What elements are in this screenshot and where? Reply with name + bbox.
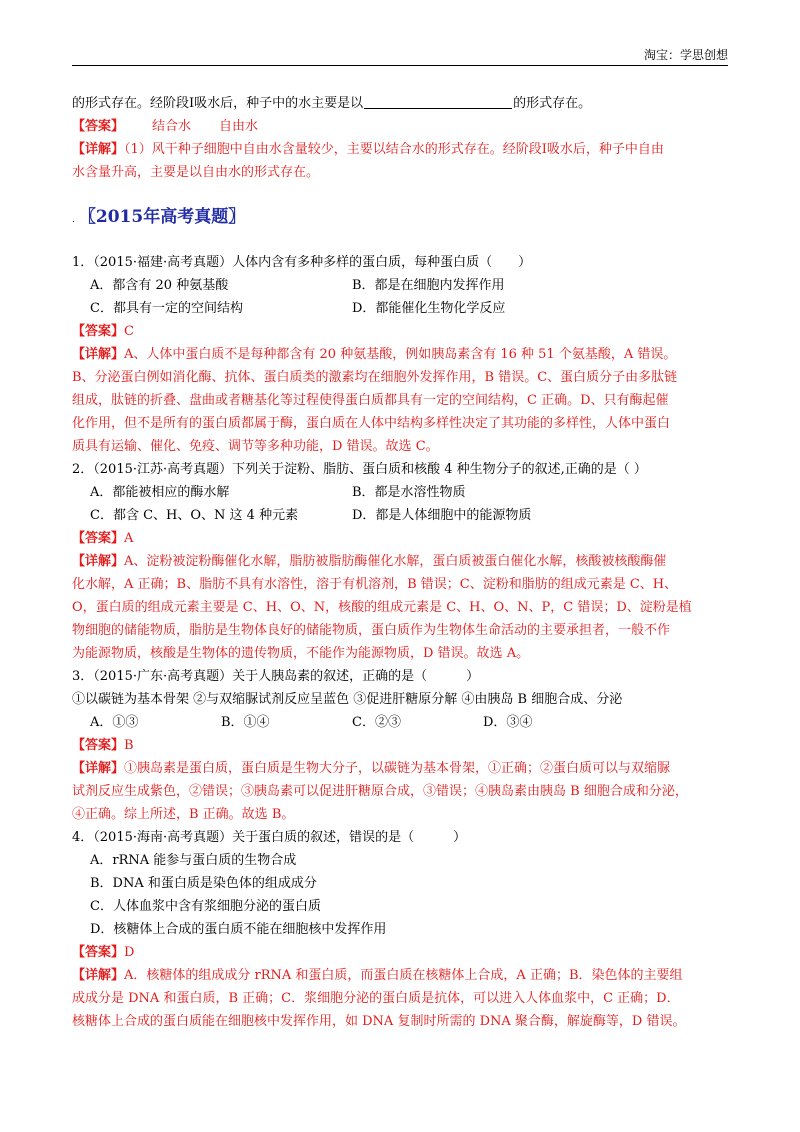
option: A．①③ [90,715,139,730]
option-row [72,711,732,734]
answer-line [72,320,732,343]
section-marker: . [72,215,75,225]
option: D．③④ [483,715,533,730]
option: B．都是水溶性物质 [352,485,466,500]
detail-label: 【详解】 [72,347,125,362]
detail-line: 组成，肽链的折叠、盘曲或者糖基化等过程使得蛋白质都具有一定的空间结构，C 正确。D、只有酶起催 [72,393,669,408]
option-row [72,481,732,504]
detail-text: A．核糖体的组成成分 rRNA 和蛋白质，而蛋白质在核糖体上合成，A 正确；B．染色体的主要组 [124,968,683,983]
fill-blank [364,94,512,109]
answer-value: A [124,531,134,546]
option: B．都是在细胞内发挥作用 [352,278,505,293]
question-stem: 2．（2015·江苏·高考真题）下列关于淀粉、脂肪、蛋白质和核酸 4 种生物分子的叙述,正确的是（ ） [72,462,647,477]
intro-line [72,92,732,115]
detail-label: 【详解】 [72,554,125,569]
option: C．都含 C、H、O、N 这 4 种元素 [90,508,299,523]
intro-text-pre: 的形式存在。经阶段Ⅰ吸水后，种子中的水主要是以 [72,96,364,111]
question-statements: ①以碳链为基本骨架 ②与双缩脲试剂反应呈蓝色 ③促进肝糖原分解 ④由胰岛 B 细胞合成、分泌 [72,692,623,707]
detail-line [72,964,732,987]
answer-value: D [124,945,135,960]
detail-text: A、人体中蛋白质不是每种都含有 20 种氨基酸，例如胰岛素含有 16 种 51 个氨基酸，A 错误。 [124,347,677,362]
answer-label: 【答案】 [72,531,125,546]
answer-label: 【答案】 [72,324,125,339]
option-row [72,297,732,320]
detail-line [72,343,732,366]
option: B．①④ [221,715,270,730]
question-stem: 1．（2015·福建·高考真题）人体内含有多种多样的蛋白质，每种蛋白质（ ） [72,255,532,270]
detail-line [72,757,732,780]
option: C．②③ [352,715,401,730]
detail-line [72,550,732,573]
answer-line [72,941,732,964]
option-row [72,504,732,527]
detail-line: ④正确。综上所述，B 正确。故选 B。 [72,807,295,822]
detail-line: 成成分是 DNA 和蛋白质，B 正确；C．浆细胞分泌的蛋白质是抗体，可以进入人体血浆中，C 正确；D． [72,991,680,1006]
detail-label: 【详解】 [72,142,125,157]
option: B．DNA 和蛋白质是染色体的组成成分 [90,876,317,891]
answer-label: 【答案】 [72,738,125,753]
detail-text: ①胰岛素是蛋白质，蛋白质是生物大分子，以碳链为基本骨架，①正确；②蛋白质可以与双缩脲 [124,761,671,776]
header-divider [72,65,728,66]
detail-line: B、分泌蛋白例如消化酶、抗体、蛋白质类的激素均在细胞外发挥作用，B 错误。C、蛋白质分子由多肽链 [72,370,678,385]
section-title [72,204,732,233]
answer-value: B [124,738,134,753]
option-row [72,274,732,297]
intro-detail-line: 水含量升高，主要是以自由水的形式存在。 [72,165,320,180]
answer-value: 自由水 [219,119,259,134]
option: D．都是人体细胞中的能源物质 [352,508,532,523]
answer-value: 结合水 [152,119,192,134]
option: C．人体血浆中含有浆细胞分泌的蛋白质 [90,899,321,914]
detail-line: 化作用，但不是所有的蛋白质都属于酶，蛋白质在人体中结构多样性决定了其功能的多样性，人体中蛋白 [72,416,671,431]
intro-text-post: 的形式存在。 [513,96,592,111]
answer-line [72,527,732,550]
detail-line: 核糖体上合成的蛋白质能在细胞核中发挥作用，如 DNA 复制时所需的 DNA 聚合酶，解旋酶等，D 错误。 [72,1014,686,1029]
detail-line: O，蛋白质的组成元素主要是 C、H、O、N，核酸的组成元素是 C、H、O、N、P，C 错误；D、淀粉是植 [72,600,692,615]
detail-line: 质具有运输、催化、免疫、调节等多种功能，D 错误。故选 C。 [72,439,439,454]
detail-label: 【详解】 [72,761,125,776]
option: C．都具有一定的空间结构 [90,301,243,316]
question-stem: 4．（2015·海南·高考真题）关于蛋白质的叙述，错误的是（ ） [72,830,467,845]
answer-value: C [124,324,134,339]
option: A．都能被相应的酶水解 [90,485,230,500]
option: D．都能催化生物化学反应 [352,301,506,316]
option: D．核糖体上合成的蛋白质不能在细胞核中发挥作用 [90,922,387,937]
answer-label: 【答案】 [72,945,125,960]
detail-line: 试剂反应生成紫色，②错误；③胰岛素可以促进肝糖原合成，③错误；④胰岛素由胰岛 B 细胞合成和分泌， [72,784,688,799]
detail-line: 物细胞的储能物质，脂肪是生物体良好的储能物质，蛋白质作为生物体生命活动的主要承担者，一般不作 [72,623,671,638]
intro-detail-line [72,138,732,161]
answer-label: 【答案】 [72,119,125,134]
document-body [72,92,732,1033]
detail-text: （1）风干种子细胞中自由水含量较少，主要以结合水的形式存在。经阶段Ⅰ吸水后，种子中自由 [124,142,664,157]
section-title-text: 〖2015年高考真题〗 [78,207,246,227]
detail-line: 化水解，A 正确；B、脂肪不具有水溶性，溶于有机溶剂，B 错误；C、淀粉和脂肪的组成元素是 C、H、 [72,577,678,592]
detail-text: A、淀粉被淀粉酶催化水解，脂肪被脂肪酶催化水解，蛋白质被蛋白催化水解，核酸被核酸酶催 [124,554,667,569]
question-stem: 3．（2015·广东·高考真题）关于人胰岛素的叙述，正确的是（ ） [72,669,480,684]
detail-label: 【详解】 [72,968,125,983]
answer-line [72,734,732,757]
option: A．都含有 20 种氨基酸 [90,278,229,293]
detail-line: 为能源物质，核酸是生物体的遗传物质，不能作为能源物质，D 错误。故选 A。 [72,646,530,661]
option: A．rRNA 能参与蛋白质的生物合成 [90,853,297,868]
header-shop-text: 淘宝：学思创想 [643,48,728,62]
intro-answer [72,115,732,138]
